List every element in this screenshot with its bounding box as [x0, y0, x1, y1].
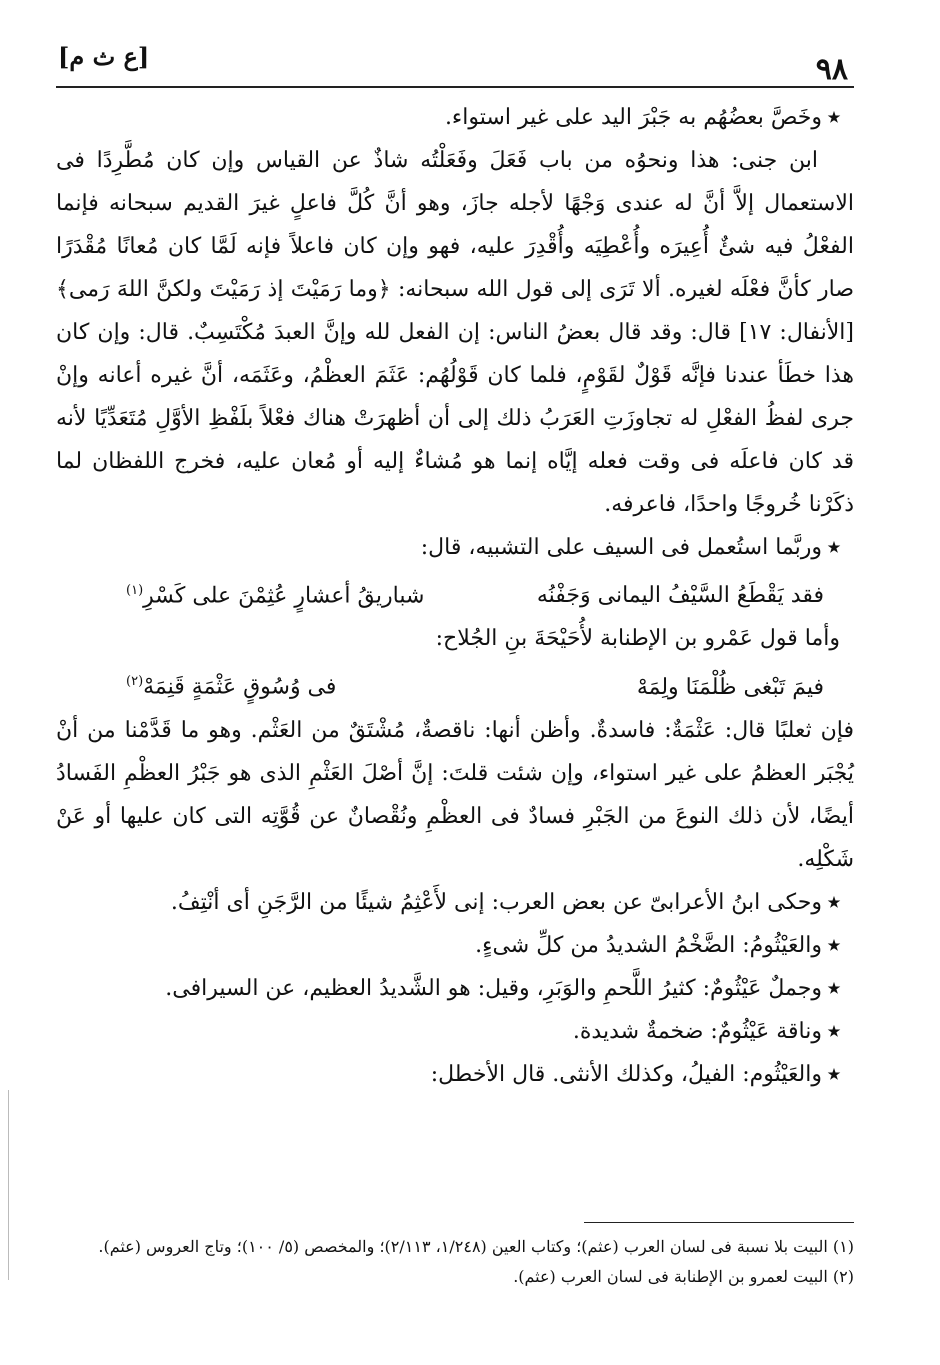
main-text — [56, 96, 854, 1096]
asterisk-icon: ٭ — [828, 931, 840, 958]
footnote-divider — [584, 1222, 854, 1223]
footnote: (٢) البيت لعمرو بن الإطنابة فى لسان العرب (عثم). — [513, 1267, 854, 1286]
entry-paragraph: ٭والعَيْثُوم: الفيلُ، وكذلك الأنثى. قال الأخطل: — [430, 1060, 840, 1087]
entry-paragraph: ٭وربَّما استُعمل فى السيف على التشبيه، قال: — [420, 534, 840, 560]
scan-margin-line — [8, 1090, 9, 1280]
entry-paragraph: ٭وحكى ابنُ الأعرابىّ عن بعض العرب: إنى لأَعْثِمُ شيئًا من الرَّجَنِ أى أنْتِفُ. — [170, 888, 840, 915]
entry-paragraph: ٭وخَصَّ بعضُهُم به جَبْرَ اليد على غير استواء. — [444, 104, 840, 130]
footnote-ref: (٢) — [126, 674, 144, 690]
asterisk-icon: ٭ — [828, 534, 840, 560]
verse-intro: وأما قول عَمْرو بن الإطنابة لأُحَيْحَةَ بنِ الجُلاح: — [435, 626, 840, 652]
commentary-paragraph: ابن جنى: هذا ونحوُه من باب فَعَلَ وفَعَلْتُه شاذٌ عن القياس وإن كان مُطَّرِدًا فى الاستعمال إلاَّ أنَّ له عندى وَجْهًا لأجله جازَ، وهو أنَّ كُلَّ فاعلٍ غيرَ القديم سبحانه فإنما الفعْلُ فيه شئٌ أُعِيرَه وأُعْطِيَه وأُقْدِرَ عليه، فهو وإن كان فاعلاً فإنه لَمَّا كان مُعانًا مُقْدَرًا صار كأنَّ فعْلَه لغيره. ألا تَرَى إلى قول الله سبحانه: ﴿وما رَمَيْتَ إذ رَمَيْتَ ولكنَّ اللهَ رَمى﴾ [الأنفال: ١٧] قال: وقد قال بعضُ الناس: إن الفعل لله وإنَّ العبدَ مُكْتَسِبٌ. قال: وإن كان هذا خطَأ عندنا فإنَّه قَوْلٌ لقَوْمٍ، فلما كان قَوْلُهُم: عَثَمَ العظْمُ، وعَثَمَه، أنَّ غيره أعانه وإنْ جرى لفظُ الفعْلِ له تجاوزَتِ العَرَبُ ذلك إلى أن أظهرَتْ هناك فعْلاً بلَفْظِ الأوَّلِ مُتَعَدِّيًا لأنه قد كان فاعلَه فى وقت فعله إيَّاه إنما هو مُشاءٌ إليه أو مُعان عليه، فخرج اللفظان لما ذكَرْنا خُروجًا واحدًا، فاعرفه. — [56, 148, 854, 517]
footnote-ref: (١) — [126, 583, 144, 598]
entry-paragraph: ٭وناقة عَيْثُومٌ: ضخمةٌ شديدة. — [572, 1017, 840, 1044]
asterisk-icon: ٭ — [828, 1017, 840, 1044]
root-heading: [ع ث م] — [58, 42, 150, 71]
verse-second-hemistich: فى وُسُوقٍ عَثْمَةٍ قَنِمَهْ$^{(٢)}$ — [126, 674, 337, 700]
entry-paragraph: ٭والعَيْثُومُ: الضَّخْمُ الشديدُ من كلِّ شىءٍ. — [475, 931, 840, 958]
asterisk-icon: ٭ — [828, 1060, 840, 1087]
verse-first-hemistich: فيمَ تَبْغى ظُلْمَنَا ولِمَهْ — [636, 674, 824, 700]
asterisk-icon: ٭ — [828, 104, 840, 130]
asterisk-icon: ٭ — [828, 888, 840, 915]
verse-second-hemistich: شباريقُ أعشارٍ عُثِمْنَ على كَسْرِ$^{(١)}$ — [126, 583, 425, 609]
verse-first-hemistich: فقد يَقْطَعُ السَّيْفُ اليمانى وَجَفْنُه — [536, 583, 824, 609]
footnotes — [56, 1232, 854, 1292]
poetry-verse — [56, 569, 854, 617]
page-number: ٩٨ — [815, 52, 848, 87]
footnote: (١) البيت بلا نسبة فى لسان العرب (عثم)؛ وكتاب العين (١/٢٤٨، ٢/١١٣)؛ والمخصص (٥/ ١٠٠)؛ وتاج العروس (عثم). — [98, 1237, 854, 1256]
commentary-paragraph: فإن ثعلبًا قال: عَثْمَةٌ: فاسدةٌ. وأظن أنها: ناقصةٌ، مُشْتَقٌ من العَثْم. وهو ما قَدَّمْنا من أنْ يُجْبَر العظمُ على غير استواء، وإن شئت قلتَ: إنَّ أصْلَ العَثْمِ الذى هو جَبْرُ العظْمِ الفَسادُ أيضًا، لأن ذلك النوعَ من الجَبْرِ فسادٌ فى العظْمِ ونُقْصانٌ عن قُوَّتِه التى كان عليها أو عَنْ شَكْلِه. — [56, 717, 854, 872]
asterisk-icon: ٭ — [828, 974, 840, 1001]
header-divider — [56, 86, 854, 88]
entry-paragraph: ٭وجملٌ عَيْثُومٌ: كثيرُ اللَّحمِ والوَبَرِ، وقيل: هو الشَّديدُ العظيم، عن السيرافى. — [165, 974, 840, 1001]
poetry-verse — [56, 660, 854, 708]
